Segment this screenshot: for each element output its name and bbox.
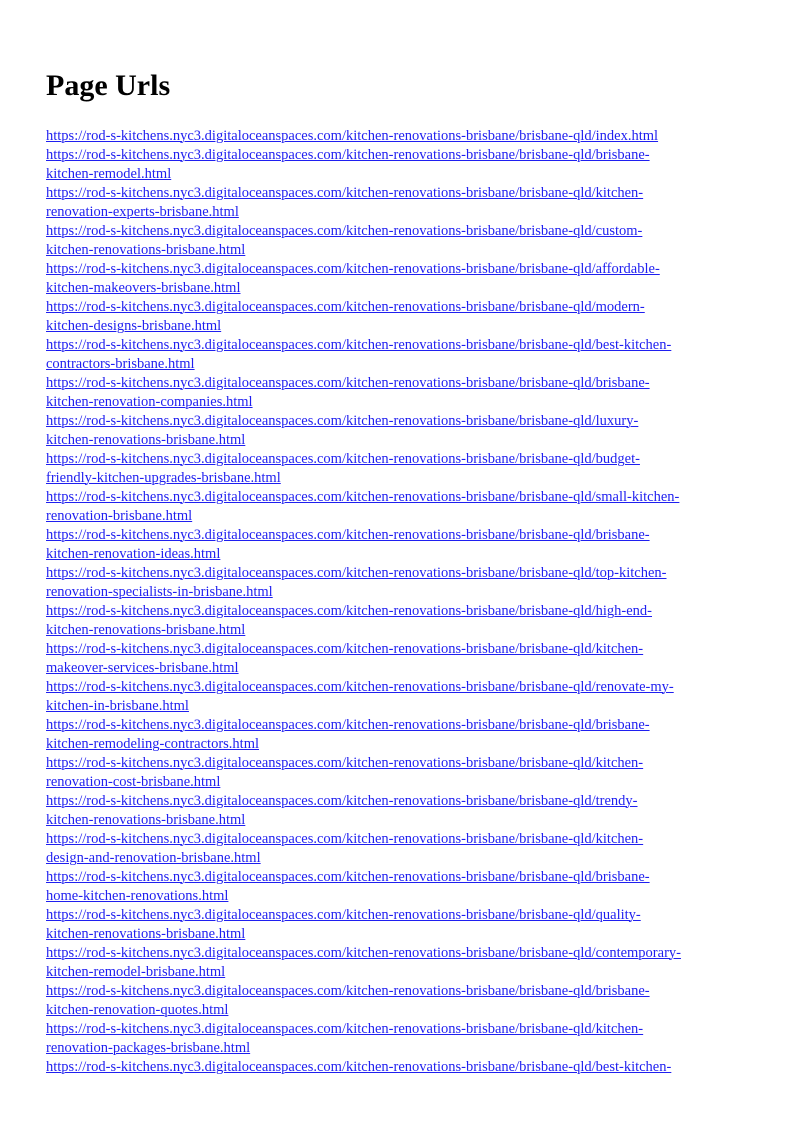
page-url-link[interactable]: [46, 830, 751, 868]
page-url-link[interactable]: [46, 374, 751, 412]
page-url-link-line: https://rod-s-kitchens.nyc3.digitaloceanspaces.com/kitchen-renovations-brisbane/brisbane-qld/kitchen-: [46, 641, 644, 657]
page-url-link[interactable]: [46, 754, 751, 792]
url-list-item: [46, 1058, 751, 1077]
page-url-link-line: kitchen-renovation-ideas.html: [46, 546, 221, 562]
page-url-link-line: https://rod-s-kitchens.nyc3.digitaloceanspaces.com/kitchen-renovations-brisbane/brisbane-qld/kitchen-: [46, 755, 644, 771]
page-url-link-line: kitchen-makeovers-brisbane.html: [46, 280, 241, 296]
page-url-link-line: https://rod-s-kitchens.nyc3.digitaloceanspaces.com/kitchen-renovations-brisbane/brisbane-qld/brisbane-: [46, 717, 650, 733]
page-url-link-line: https://rod-s-kitchens.nyc3.digitaloceanspaces.com/kitchen-renovations-brisbane/brisbane-qld/brisbane-: [46, 983, 650, 999]
page-url-link-line: renovation-specialists-in-brisbane.html: [46, 584, 273, 600]
page-url-link[interactable]: [46, 127, 751, 146]
page-url-link-line: https://rod-s-kitchens.nyc3.digitaloceanspaces.com/kitchen-renovations-brisbane/brisbane-qld/brisbane-: [46, 147, 650, 163]
url-list-item: [46, 374, 751, 412]
page-url-link-line: kitchen-renovations-brisbane.html: [46, 622, 246, 638]
url-list-item: [46, 982, 751, 1020]
url-list-item: [46, 944, 751, 982]
url-list-item: [46, 412, 751, 450]
url-list-item: [46, 184, 751, 222]
page-url-link[interactable]: [46, 1020, 751, 1058]
page-url-link[interactable]: [46, 488, 751, 526]
page-url-link[interactable]: [46, 146, 751, 184]
page-url-link-line: https://rod-s-kitchens.nyc3.digitaloceanspaces.com/kitchen-renovations-brisbane/brisbane-qld/brisbane-: [46, 375, 650, 391]
url-list-item: [46, 906, 751, 944]
page-url-link-line: kitchen-renovations-brisbane.html: [46, 432, 246, 448]
page-url-link[interactable]: [46, 792, 751, 830]
page-url-link[interactable]: [46, 260, 751, 298]
page-title: Page Urls: [46, 69, 171, 102]
page-url-link-line: https://rod-s-kitchens.nyc3.digitaloceanspaces.com/kitchen-renovations-brisbane/brisbane-qld/best-kitchen-: [46, 337, 672, 353]
url-list-item: [46, 146, 751, 184]
page-url-link-line: https://rod-s-kitchens.nyc3.digitaloceanspaces.com/kitchen-renovations-brisbane/brisbane-qld/best-kitchen-: [46, 1059, 672, 1075]
page-url-link-line: https://rod-s-kitchens.nyc3.digitaloceanspaces.com/kitchen-renovations-brisbane/brisbane-qld/high-end-: [46, 603, 653, 619]
page-url-link[interactable]: [46, 1058, 751, 1077]
page-url-link-line: kitchen-renovation-quotes.html: [46, 1002, 229, 1018]
url-list-item: [46, 450, 751, 488]
page-url-link-line: kitchen-renovation-companies.html: [46, 394, 253, 410]
url-list-item: [46, 488, 751, 526]
page-url-link[interactable]: [46, 716, 751, 754]
page-url-link-line: https://rod-s-kitchens.nyc3.digitaloceanspaces.com/kitchen-renovations-brisbane/brisbane-qld/trendy-: [46, 793, 638, 809]
url-list-item: [46, 260, 751, 298]
page-url-link[interactable]: [46, 602, 751, 640]
page-url-link-line: kitchen-remodel.html: [46, 166, 172, 182]
page-url-link-line: https://rod-s-kitchens.nyc3.digitaloceanspaces.com/kitchen-renovations-brisbane/brisbane-qld/brisbane-: [46, 527, 650, 543]
url-list-item: [46, 298, 751, 336]
page-url-link[interactable]: [46, 982, 751, 1020]
url-list-item: [46, 222, 751, 260]
page-url-link-line: kitchen-remodel-brisbane.html: [46, 964, 226, 980]
page-url-link[interactable]: [46, 336, 751, 374]
page-url-link[interactable]: [46, 184, 751, 222]
url-list-item: [46, 640, 751, 678]
page-url-link-line: https://rod-s-kitchens.nyc3.digitaloceanspaces.com/kitchen-renovations-brisbane/brisbane-qld/brisbane-: [46, 869, 650, 885]
page-url-link-line: kitchen-designs-brisbane.html: [46, 318, 222, 334]
url-list-item: [46, 602, 751, 640]
url-list: [46, 127, 751, 1077]
page-url-link[interactable]: [46, 640, 751, 678]
page-url-link-line: renovation-cost-brisbane.html: [46, 774, 221, 790]
page-url-link-line: home-kitchen-renovations.html: [46, 888, 229, 904]
page-url-link-line: https://rod-s-kitchens.nyc3.digitaloceanspaces.com/kitchen-renovations-brisbane/brisbane-qld/top-kitchen-: [46, 565, 667, 581]
url-list-item: [46, 716, 751, 754]
page-url-link-line: https://rod-s-kitchens.nyc3.digitaloceanspaces.com/kitchen-renovations-brisbane/brisbane-qld/index.html: [46, 128, 659, 144]
url-list-item: [46, 868, 751, 906]
page-url-link[interactable]: [46, 450, 751, 488]
page-url-link-line: renovation-packages-brisbane.html: [46, 1040, 251, 1056]
page-url-link[interactable]: [46, 564, 751, 602]
page-url-link-line: renovation-brisbane.html: [46, 508, 193, 524]
page-url-link[interactable]: [46, 678, 751, 716]
page-url-link-line: https://rod-s-kitchens.nyc3.digitaloceanspaces.com/kitchen-renovations-brisbane/brisbane-qld/contemporary-: [46, 945, 681, 961]
page-url-link-line: kitchen-renovations-brisbane.html: [46, 812, 246, 828]
url-list-item: [46, 754, 751, 792]
page-url-link-line: https://rod-s-kitchens.nyc3.digitaloceanspaces.com/kitchen-renovations-brisbane/brisbane-qld/kitchen-: [46, 185, 644, 201]
url-list-item: [46, 127, 751, 146]
page-url-link-line: https://rod-s-kitchens.nyc3.digitaloceanspaces.com/kitchen-renovations-brisbane/brisbane-qld/quality-: [46, 907, 641, 923]
page-url-link-line: https://rod-s-kitchens.nyc3.digitaloceanspaces.com/kitchen-renovations-brisbane/brisbane-qld/luxury-: [46, 413, 639, 429]
page-url-link-line: https://rod-s-kitchens.nyc3.digitaloceanspaces.com/kitchen-renovations-brisbane/brisbane-qld/renovate-my-: [46, 679, 674, 695]
page-url-link[interactable]: [46, 906, 751, 944]
page-url-link[interactable]: [46, 298, 751, 336]
page-url-link-line: https://rod-s-kitchens.nyc3.digitaloceanspaces.com/kitchen-renovations-brisbane/brisbane-qld/kitchen-: [46, 1021, 644, 1037]
page-url-link-line: https://rod-s-kitchens.nyc3.digitaloceanspaces.com/kitchen-renovations-brisbane/brisbane-qld/kitchen-: [46, 831, 644, 847]
page-url-link-line: makeover-services-brisbane.html: [46, 660, 239, 676]
page-url-link-line: https://rod-s-kitchens.nyc3.digitaloceanspaces.com/kitchen-renovations-brisbane/brisbane-qld/affordable-: [46, 261, 660, 277]
page-url-link[interactable]: [46, 944, 751, 982]
page-url-link-line: https://rod-s-kitchens.nyc3.digitaloceanspaces.com/kitchen-renovations-brisbane/brisbane-qld/budget-: [46, 451, 640, 467]
url-list-item: [46, 678, 751, 716]
page-url-link-line: kitchen-remodeling-contractors.html: [46, 736, 259, 752]
page-url-link-line: https://rod-s-kitchens.nyc3.digitaloceanspaces.com/kitchen-renovations-brisbane/brisbane-qld/small-kitchen-: [46, 489, 680, 505]
page-url-link-line: friendly-kitchen-upgrades-brisbane.html: [46, 470, 281, 486]
page-url-link-line: kitchen-in-brisbane.html: [46, 698, 189, 714]
page-url-link[interactable]: [46, 526, 751, 564]
page-url-link[interactable]: [46, 412, 751, 450]
page-url-link-line: https://rod-s-kitchens.nyc3.digitaloceanspaces.com/kitchen-renovations-brisbane/brisbane-qld/custom-: [46, 223, 643, 239]
url-list-item: [46, 526, 751, 564]
page-url-link[interactable]: [46, 222, 751, 260]
page-url-link-line: design-and-renovation-brisbane.html: [46, 850, 261, 866]
url-list-item: [46, 564, 751, 602]
url-list-item: [46, 336, 751, 374]
page-url-link-line: kitchen-renovations-brisbane.html: [46, 242, 246, 258]
url-list-item: [46, 830, 751, 868]
page-url-link-line: contractors-brisbane.html: [46, 356, 195, 372]
url-list-item: [46, 1020, 751, 1058]
page-url-link-line: renovation-experts-brisbane.html: [46, 204, 239, 220]
url-list-item: [46, 792, 751, 830]
page-url-link-line: https://rod-s-kitchens.nyc3.digitaloceanspaces.com/kitchen-renovations-brisbane/brisbane-qld/modern-: [46, 299, 645, 315]
page-url-link[interactable]: [46, 868, 751, 906]
page-url-link-line: kitchen-renovations-brisbane.html: [46, 926, 246, 942]
